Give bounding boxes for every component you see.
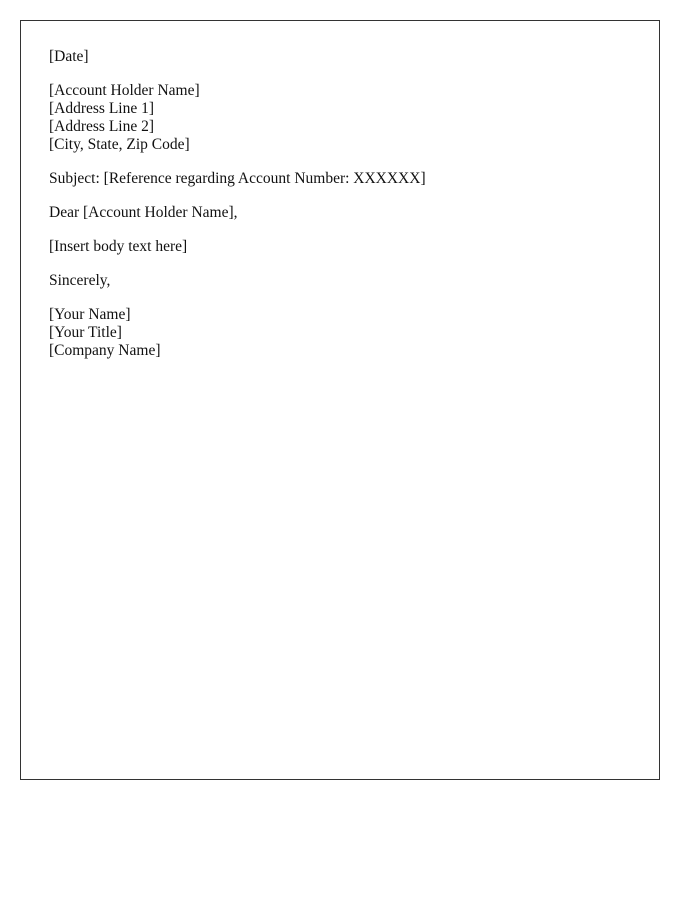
address-line-2: [Address Line 2] bbox=[49, 118, 155, 135]
signature-title: [Your Title] bbox=[49, 324, 122, 341]
date-block bbox=[49, 48, 635, 66]
letter-date: [Date] bbox=[49, 48, 89, 65]
city-state-zip: [City, State, Zip Code] bbox=[49, 136, 190, 153]
signature-block bbox=[49, 306, 635, 360]
recipient-address bbox=[49, 82, 635, 154]
salutation: Dear [Account Holder Name], bbox=[49, 204, 238, 221]
closing-block bbox=[49, 272, 635, 290]
subject-block bbox=[49, 170, 635, 188]
letter-content bbox=[49, 48, 635, 376]
salutation-block bbox=[49, 204, 635, 222]
recipient-name: [Account Holder Name] bbox=[49, 82, 200, 99]
address-line-1: [Address Line 1] bbox=[49, 100, 155, 117]
body-text: [Insert body text here] bbox=[49, 238, 188, 255]
body-block bbox=[49, 238, 635, 256]
subject-line: Subject: [Reference regarding Account Number: XXXXXX] bbox=[49, 170, 426, 187]
company-name: [Company Name] bbox=[49, 342, 161, 359]
closing: Sincerely, bbox=[49, 272, 111, 289]
letter-page bbox=[20, 20, 660, 780]
signature-name: [Your Name] bbox=[49, 306, 131, 323]
